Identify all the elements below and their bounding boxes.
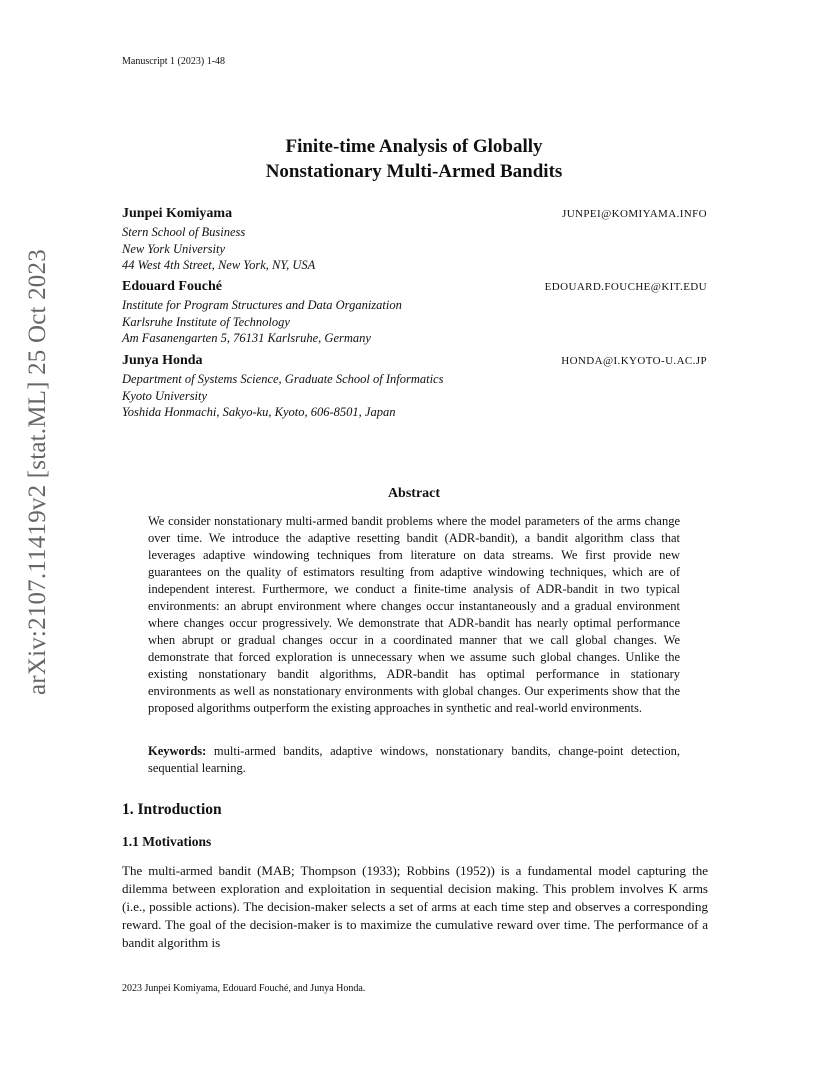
author-name: Junpei Komiyama [122, 206, 233, 221]
affiliation-line: 44 West 4th Street, New York, NY, USA [122, 258, 316, 272]
paper-title [0, 134, 828, 184]
affiliation-line: Am Fasanengarten 5, 76131 Karlsruhe, Germany [122, 331, 371, 345]
author-name: Edouard Fouché [122, 279, 222, 294]
author-block [122, 206, 707, 274]
author-block [122, 279, 707, 347]
affiliation-line: Institute for Program Structures and Data Organization [122, 298, 402, 312]
affiliation-line: Yoshida Honmachi, Sakyo-ku, Kyoto, 606-8501, Japan [122, 405, 396, 419]
keywords-label: Keywords: [148, 744, 207, 758]
subsection-heading: 1.1 Motivations [122, 834, 212, 849]
abstract-text: We consider nonstationary multi-armed bandit problems where the model parameters of the arms change over time. We introduce the adaptive resetting bandit (ADR-bandit), a bandit algorithm class that leverages adaptive windowing techniques from literature on data streams. We first provide new guarantees on the quality of estimators resulting from adaptive windowing techniques, which are of independent interest. Furthermore, we conduct a finite-time analysis of ADR-bandit in two typical environments: an abrupt environment where changes occur instantaneously and a gradual environment where changes occur progressively. We demonstrate that ADR-bandit has nearly optimal performance when abrupt or gradual changes occur in a coordinated manner that we call global changes. We demonstrate that forced exploration is unnecessary when we assume such global changes. Unlike the existing nonstationary bandit algorithms, ADR-bandit has optimal performance in stationary environments as well as nonstationary environments with global changes. Our experiments show that the proposed algorithms outperform the existing approaches in synthetic and real-world environments. [148, 514, 680, 715]
affiliation-line: Kyoto University [122, 388, 208, 403]
author-email: JUNPEI@KOMIYAMA.INFO [562, 208, 707, 220]
title-line-1: Finite-time Analysis of Globally [285, 136, 543, 157]
keywords-text: multi-armed bandits, adaptive windows, nonstationary bandits, change-point detection, sequential learning. [148, 744, 681, 775]
title-line-2: Nonstationary Multi-Armed Bandits [265, 161, 563, 182]
affiliation-line: New York University [122, 241, 226, 256]
keywords [148, 743, 680, 777]
copyright-footer: 2023 Junpei Komiyama, Edouard Fouché, and Junya Honda. [122, 983, 366, 994]
body-paragraph: The multi-armed bandit (MAB; Thompson (1933); Robbins (1952)) is a fundamental model capturing the dilemma between exploration and exploitation in sequential decision making. This problem involves K arms (i.e., possible actions). The decision-maker selects a set of arms at each time step and observes a corresponding reward. The goal of the decision-maker is to maximize the cumulative reward over time. The performance of a bandit algorithm is [122, 863, 708, 950]
abstract-heading: Abstract [387, 486, 441, 501]
affiliation-line: Karlsruhe Institute of Technology [122, 314, 290, 329]
arxiv-identifier-stamp: arXiv:2107.11419v2 [stat.ML] 25 Oct 2023 [24, 249, 51, 695]
section-heading: 1. Introduction [122, 801, 222, 818]
author-block [122, 353, 707, 421]
affiliation-line: Stern School of Business [122, 225, 246, 239]
affiliation-line: Department of Systems Science, Graduate School of Informatics [122, 372, 444, 386]
author-name: Junya Honda [122, 353, 203, 368]
author-email: HONDA@I.KYOTO-U.AC.JP [561, 355, 707, 367]
manuscript-header: Manuscript 1 (2023) 1-48 [122, 56, 226, 67]
author-email: EDOUARD.FOUCHE@KIT.EDU [544, 281, 707, 293]
